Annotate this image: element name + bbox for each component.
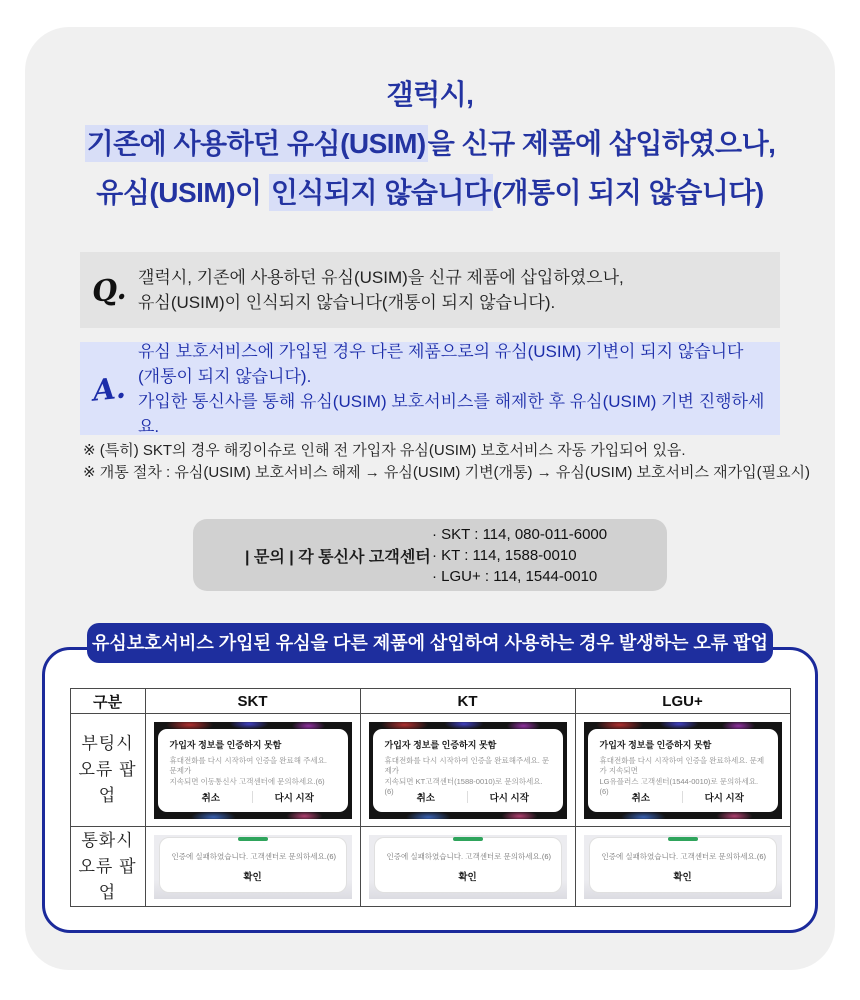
cancel-button: 취소 [201, 792, 220, 804]
call-error-screenshot-lgu [584, 835, 782, 899]
answer-line-1: 유심 보호서비스에 가입된 경우 다른 제품으로의 유심(USIM) 기변이 되지 않습니다 [138, 341, 744, 361]
cell-boot-kt [360, 714, 575, 827]
row-label-call-line1: 통화시 [81, 830, 134, 850]
answer-line-2: (개통이 되지 않습니다). [138, 366, 312, 386]
boot-error-screenshot-kt [369, 722, 567, 819]
popup-body-line1: 휴대전화를 다시 시작하여 인증을 완료해주세요. 문제가 [384, 755, 550, 775]
cell-call-skt [145, 827, 360, 907]
popup-body-line2: 지속되면 KT고객센터(1588-0010)로 문의하세요.(6) [384, 776, 543, 796]
green-indicator-bar [238, 837, 268, 841]
answer-label: A. [90, 369, 127, 408]
answer-box [80, 342, 780, 435]
contact-box [193, 519, 667, 591]
contact-kt: · KT : 114, 1588-0010 [432, 546, 577, 564]
cell-boot-skt [145, 714, 360, 827]
section-banner: 유심보호서비스 가입된 유심을 다른 제품에 삽입하여 사용하는 경우 발생하는 오류 팝업 [87, 623, 773, 663]
green-indicator-bar [453, 837, 483, 841]
cancel-button: 취소 [416, 792, 435, 804]
question-box [80, 252, 780, 328]
question-text [138, 265, 624, 315]
popup-body-line1: 휴대전화를 다시 시작하여 인증을 완료해 주세요. 문제가 [169, 755, 327, 775]
confirm-button: 확인 [673, 871, 692, 883]
title-line-2 [25, 119, 835, 168]
popup-body: 인증에 실패하였습니다. 고객센터로 문의하세요.(6) [171, 851, 336, 861]
popup-body: 인증에 실패하였습니다. 고객센터로 문의하세요.(6) [386, 851, 551, 861]
row-label-boot-line2: 오류 팝업 [78, 760, 137, 805]
cancel-button: 취소 [631, 792, 650, 804]
table-row-call [70, 827, 790, 907]
call-error-screenshot-skt [154, 835, 352, 899]
title-line-3-pre: 유심(USIM)이 [96, 177, 269, 208]
title-line-3 [25, 168, 835, 217]
popup-body-line2: 지속되면 이동통신사 고객센터에 문의하세요.(6) [169, 776, 325, 786]
contact-numbers [432, 524, 607, 587]
popup-body-line2: LG유플러스 고객센터(1544-0010)로 문의하세요.(6) [599, 776, 759, 796]
boot-error-popup-lgu [588, 729, 778, 812]
table-header-row [70, 689, 790, 714]
restart-button: 다시 시작 [704, 792, 744, 804]
boot-error-popup-skt [158, 729, 348, 812]
boot-error-screenshot-skt [154, 722, 352, 819]
restart-button: 다시 시작 [274, 792, 314, 804]
title-line-3-rest: (개통이 되지 않습니다) [492, 177, 764, 208]
title-highlight-2: 인식되지 않습니다 [269, 174, 493, 211]
content-card [25, 27, 835, 970]
header-kt: KT [360, 689, 575, 714]
cell-boot-lgu [575, 714, 790, 827]
call-error-popup-skt [159, 837, 347, 893]
popup-buttons [385, 790, 551, 804]
header-lgu: LGU+ [575, 689, 790, 714]
error-popup-section [42, 633, 818, 933]
cell-call-kt [360, 827, 575, 907]
error-popup-table [70, 688, 791, 907]
popup-body-line1: 휴대전화를 다시 시작하여 인증을 완료하세요. 문제가 지속되면 [599, 755, 765, 775]
call-error-screenshot-kt [369, 835, 567, 899]
contact-skt: · SKT : 114, 080-011-6000 [432, 525, 608, 543]
question-line-1: 갤럭시, 기존에 사용하던 유심(USIM)을 신규 제품에 삽입하였으나, [138, 268, 624, 287]
confirm-button: 확인 [243, 871, 262, 883]
title-line-1: 갤럭시, [386, 79, 474, 110]
table-row-boot [70, 714, 790, 827]
question-label: Q. [90, 271, 128, 309]
restart-button: 다시 시작 [489, 792, 529, 804]
popup-title: 가입자 정보를 인증하지 못함 [169, 739, 282, 750]
answer-text [138, 339, 780, 439]
boot-error-popup-kt [373, 729, 563, 812]
contact-lgu: · LGU+ : 114, 1544-0010 [432, 567, 598, 585]
call-error-popup-kt [374, 837, 562, 893]
footnote-2: ※ 개통 절차 : 유심(USIM) 보호서비스 해제 → 유심(USIM) 기변(개통) → 유심(USIM) 보호서비스 재가입(필요시) [83, 464, 811, 481]
confirm-button: 확인 [458, 871, 477, 883]
popup-title: 가입자 정보를 인증하지 못함 [599, 739, 712, 750]
page-title [25, 70, 835, 217]
popup-buttons [170, 790, 336, 804]
popup-title: 가입자 정보를 인증하지 못함 [384, 739, 497, 750]
popup-buttons [600, 790, 766, 804]
title-line-2-rest: 을 신규 제품에 삽입하였으나, [427, 128, 776, 159]
contact-label: | 문의 | 각 통신사 고객센터 [245, 548, 431, 566]
popup-body: 인증에 실패하였습니다. 고객센터로 문의하세요.(6) [601, 851, 766, 861]
answer-line-3: 가입한 통신사를 통해 유심(USIM) 보호서비스를 해제한 후 유심(USIM) 기변 진행하세요. [138, 391, 765, 436]
header-gubun: 구분 [70, 689, 145, 714]
cell-call-lgu [575, 827, 790, 907]
boot-error-screenshot-lgu [584, 722, 782, 819]
row-label-call-line2: 오류 팝업 [78, 856, 137, 902]
green-indicator-bar [668, 837, 698, 841]
row-label-boot-line1: 부팅시 [81, 734, 134, 753]
row-label-call [70, 827, 145, 907]
header-skt: SKT [145, 689, 360, 714]
question-line-2: 유심(USIM)이 인식되지 않습니다(개통이 되지 않습니다). [138, 293, 556, 312]
footnote-1: ※ (특히) SKT의 경우 해킹이슈로 인해 전 가입자 유심(USIM) 보호서비스 자동 가입되어 있음. [83, 442, 686, 459]
call-error-popup-lgu [589, 837, 777, 893]
footnotes [83, 440, 810, 484]
row-label-boot [70, 714, 145, 827]
title-highlight-1: 기존에 사용하던 유심(USIM) [85, 125, 428, 162]
